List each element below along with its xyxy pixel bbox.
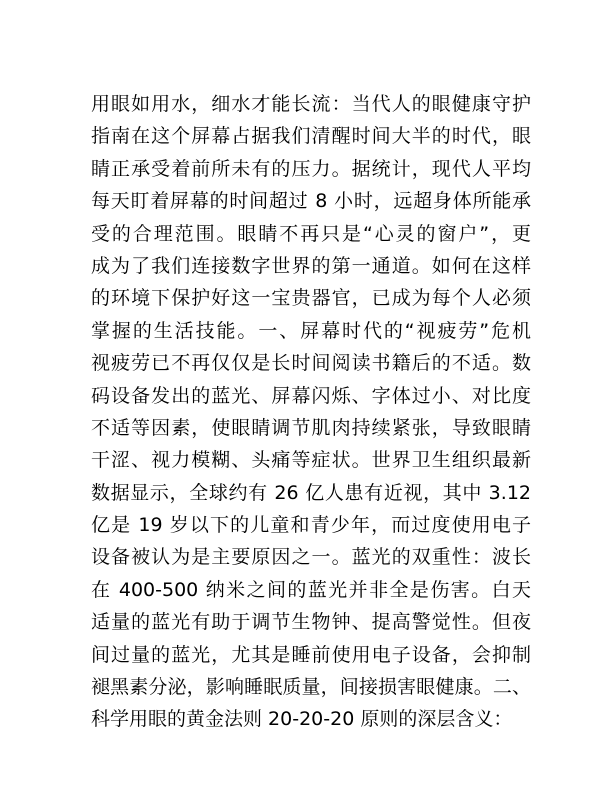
text-line-11: 不适等因素，使眼睛调节肌肉持续紧张，导致眼睛 [91,416,531,439]
text-line-16: 在 400-500 纳米之间的蓝光并非全是伤害。白天 [91,578,531,601]
text-line-4: 每天盯着屏幕的时间超过 8 小时，远超身体所能承 [91,190,531,213]
body-text [91,88,531,736]
text-line-20: 科学用眼的黄金法则 20-20-20 原则的深层含义： [91,708,513,731]
text-line-13: 数据显示，全球约有 26 亿人患有近视，其中 3.12 [91,481,531,504]
text-line-7: 的环境下保护好这一宝贵器官，已成为每个人必须 [91,287,531,310]
text-line-10: 码设备发出的蓝光、屏幕闪烁、字体过小、对比度 [91,384,531,407]
text-line-8: 掌握的生活技能。一、屏幕时代的“视疲劳”危机 [91,319,531,342]
text-line-1: 用眼如用水，细水才能长流：当代人的眼健康守护 [91,93,531,115]
text-line-18: 间过量的蓝光，尤其是睡前使用电子设备，会抑制 [91,643,531,666]
text-line-15: 设备被认为是主要原因之一。蓝光的双重性：波长 [91,546,531,569]
text-line-12: 干涩、视力模糊、头痛等症状。世界卫生组织最新 [91,449,531,472]
text-line-17: 适量的蓝光有助于调节生物钟、提高警觉性。但夜 [91,611,531,634]
text-line-5: 受的合理范围。眼睛不再只是“心灵的窗户”，更 [91,222,531,245]
text-line-9: 视疲劳已不再仅仅是长时间阅读书籍后的不适。数 [91,352,531,375]
text-line-3: 睛正承受着前所未有的压力。据统计，现代人平均 [91,157,531,180]
text-line-14: 亿是 19 岁以下的儿童和青少年，而过度使用电子 [91,514,531,537]
text-line-19: 褪黑素分泌，影响睡眠质量，间接损害眼健康。二、 [91,676,531,699]
text-line-6: 成为了我们连接数字世界的第一通道。如何在这样 [91,254,531,277]
text-line-2: 指南在这个屏幕占据我们清醒时间大半的时代，眼 [91,125,531,148]
